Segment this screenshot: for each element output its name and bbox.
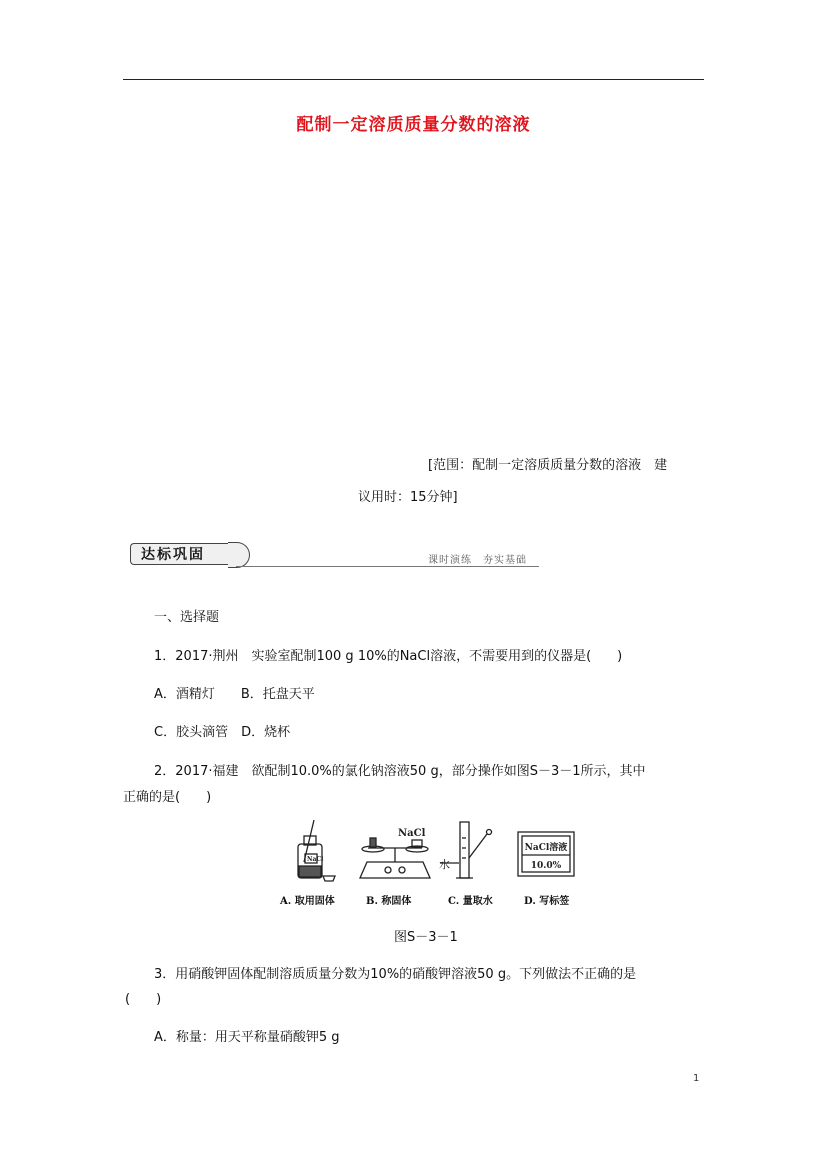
caption-d: D. 写标签 <box>524 896 570 907</box>
figure-name: 图S－3－1 <box>394 930 458 945</box>
range-note-line1: [范围：配制一定溶质质量分数的溶液 建 <box>428 458 668 473</box>
question-3-option-a: A．称量：用天平称量硝酸钾5 g <box>154 1030 340 1045</box>
reagent-bottle-drawing <box>298 820 335 881</box>
experiment-figure <box>280 818 580 910</box>
page-number: 1 <box>693 1073 700 1084</box>
label-card-line2: 10.0% <box>530 861 562 871</box>
section-heading: 一、选择题 <box>154 610 220 625</box>
question-3-stem-line2: ( ) <box>125 992 162 1007</box>
banner-underline <box>236 566 539 567</box>
question-1-stem: 1．2017·荆州 实验室配制100 g 10%的NaCl溶液，不需要用到的仪器是( ) <box>154 649 623 664</box>
caption-c: C. 量取水 <box>448 896 493 907</box>
header-rule <box>123 79 704 80</box>
svg-text:NaCl: NaCl <box>307 856 324 863</box>
balance-drawing <box>360 838 430 878</box>
water-text: 水 <box>439 858 450 871</box>
question-3-stem-line1: 3．用硝酸钾固体配制溶质质量分数为10%的硝酸钾溶液50 g。下列做法不正确的是 <box>154 967 637 982</box>
banner-subtitle: 课时演练 夯实基础 <box>428 555 527 566</box>
question-1-options-cd: C．胶头滴管 D．烧杯 <box>154 725 291 740</box>
range-note-line2: 议用时：15分钟] <box>358 490 458 505</box>
question-1-options-ab: A．酒精灯 B．托盘天平 <box>154 687 315 702</box>
page-title: 配制一定溶质质量分数的溶液 <box>296 115 531 135</box>
figure-drawings <box>280 818 580 890</box>
caption-a: A. 取用固体 <box>280 896 335 907</box>
label-card-line1: NaCl溶液 <box>524 843 568 853</box>
question-2-stem-line1: 2．2017·福建 欲配制10.0%的氯化钠溶液50 g，部分操作如图S－3－1所示，其中 <box>154 764 646 779</box>
section-banner <box>128 541 539 571</box>
banner-title: 达标巩固 <box>130 543 236 565</box>
question-2-stem-line2: 正确的是( ) <box>123 790 212 805</box>
caption-b: B. 称固体 <box>366 896 412 907</box>
nacl-label-text: NaCl <box>398 828 426 839</box>
